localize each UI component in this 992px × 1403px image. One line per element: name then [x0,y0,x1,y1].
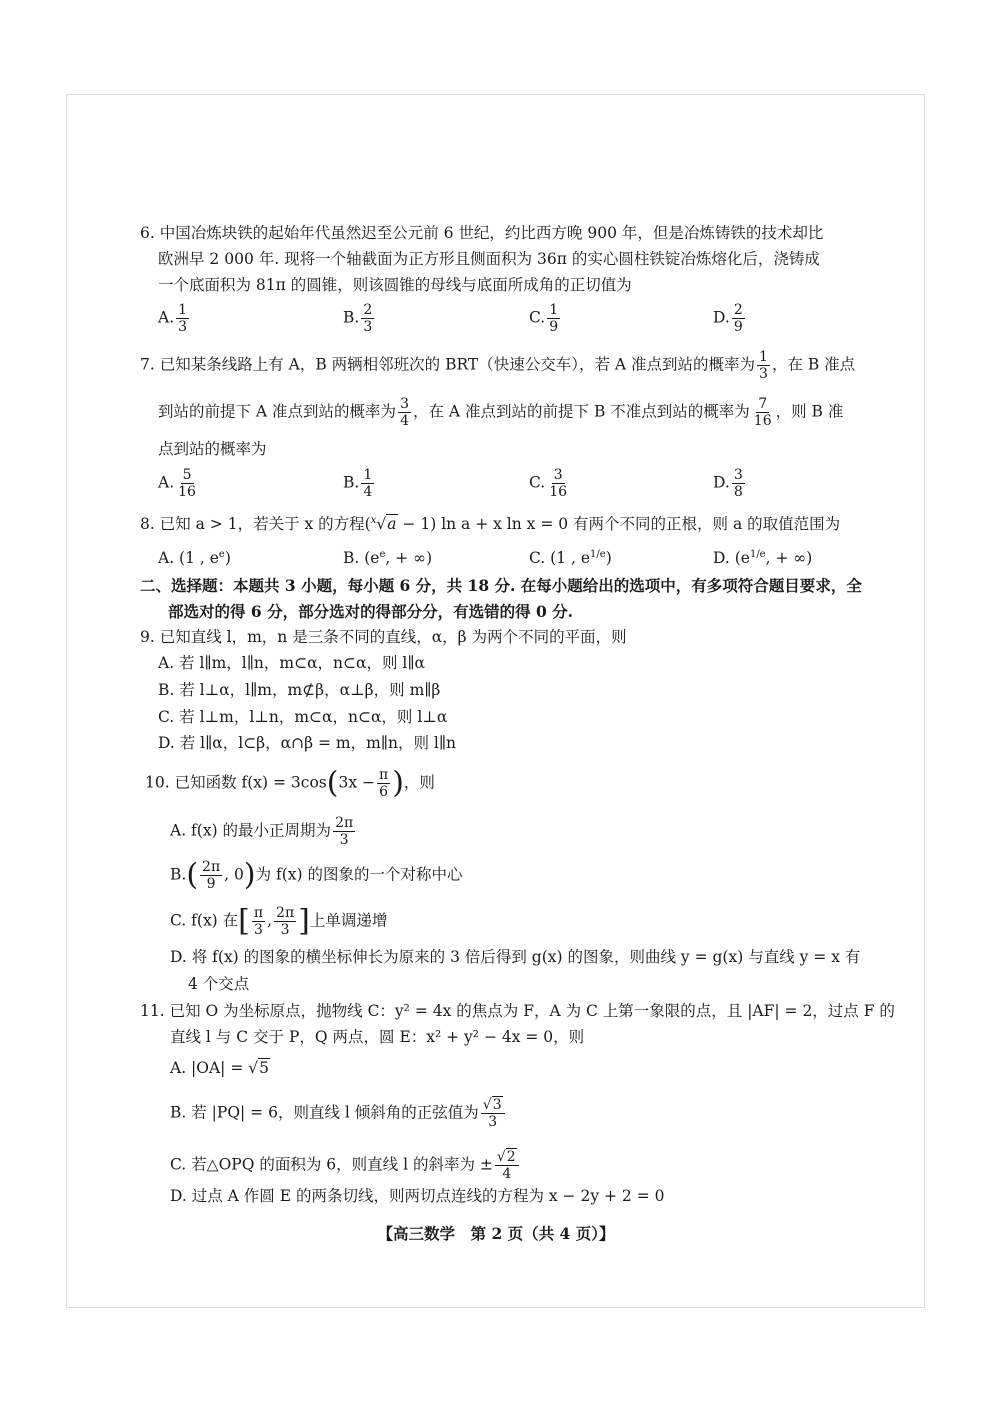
q10-option-d-line-1: D. 将 f(x) 的图象的横坐标伸长为原来的 3 倍后得到 g(x) 的图象，则曲线 y = g(x) 与直线 y = x 有 [170,948,861,966]
q11-option-c: C. 若△OPQ 的面积为 6，则直线 l 的斜率为 ± $\frac{√2}{4}$ [170,1150,521,1181]
q6-line-3: 一个底面积为 81π 的圆锥，则该圆锥的母线与底面所成角的正切值为 [158,276,632,294]
section-2-line-2: 部选对的得 6 分，部分选对的得部分分，有选错的得 0 分. [168,602,574,621]
q10-stem: 10. 已知函数 f(x) = 3cos(3x − $\frac{\pi}{6}$ )，则 [145,765,435,801]
q10-option-c: C. f(x) 在[ $\frac{\pi}{3}$ , $\frac{2\pi}{3}$ ]上单调递增 [170,903,388,939]
q7-line-3: 点到站的概率为 [158,440,267,458]
q6-option-b: B. $\frac{2}{3}$ [343,302,373,335]
q6-option-d: D. $\frac{2}{9}$ [713,302,743,335]
q11-line-1: 11. 已知 O 为坐标原点，抛物线 C：y² = 4x 的焦点为 F，A 为 C 上第一象限的点，且 |AF| = 2，过点 F 的 [140,1002,895,1020]
q11-option-b: B. 若 |PQ| = 6，则直线 l 倾斜角的正弦值为 $\frac{√3}{3}$ [170,1098,507,1129]
q8-option-a: A. (1 , $e^e$) [158,549,231,567]
q6-line-2: 欧洲早 2 000 年. 现将一个轴截面为正方形且侧面积为 36π 的实心圆柱铁锭冶炼熔化后，浇铸成 [158,250,820,268]
q7-line-2: 到站的前提下 A 准点到站的概率为 $\frac{3}{4}$ ，在 A 准点到站的前提下 B 不准点到站的概率为 $\frac{7}{16}$ ，则 B 准 [158,396,844,429]
q7-line-1: 7. 已知某条线路上有 A，B 两辆相邻班次的 BRT（快速公交车），若 A 准点到站的概率为 $\frac{1}{3}$ ，在 B 准点 [140,349,856,382]
q8-option-c: C. (1 , $e^{1/e}$) [529,549,612,567]
q9-option-d: D. 若 l∥α，l⊂β，α∩β = m，m∥n，则 l∥n [158,734,456,752]
q6-line-1: 6. 中国冶炼块铁的起始年代虽然迟至公元前 6 世纪，约比西方晚 900 年，但是冶炼铸铁的技术却比 [140,224,824,242]
q6-option-c: C. $\frac{1}{9}$ [529,302,559,335]
q8-option-d: D. ($e^{1/e}$, + ∞) [713,549,813,567]
q10-option-b: B.( $\frac{2\pi}{9}$ , 0)为 f(x) 的图象的一个对称中心 [170,857,463,893]
q8-option-b: B. ($e^e$, + ∞) [343,549,433,567]
q10-option-d-line-2: 4 个交点 [188,975,250,993]
q11-option-a: A. |OA| = √5 [170,1059,269,1077]
page-footer: 【高三数学 第 2 页（共 4 页）】 [377,1224,615,1243]
q9-option-b: B. 若 l⊥α，l∥m，m⊄β，α⊥β，则 m∥β [158,681,441,699]
q7-option-a: A. $\frac{5}{16}$ [158,467,196,500]
q9-stem: 9. 已知直线 l，m，n 是三条不同的直线，α，β 为两个不同的平面，则 [140,628,627,646]
q9-option-a: A. 若 l∥m，l∥n，m⊂α，n⊂α，则 l∥α [158,654,425,672]
q11-line-2: 直线 l 与 C 交于 P，Q 两点，圆 E：x² + y² − 4x = 0，则 [170,1028,585,1046]
q10-option-a: A. f(x) 的最小正周期为 $\frac{2\pi}{3}$ [170,815,354,848]
q7-option-d: D. $\frac{3}{8}$ [713,467,743,500]
q9-option-c: C. 若 l⊥m，l⊥n，m⊂α，n⊂α，则 l⊥α [158,708,448,726]
q7-option-c: C. $\frac{3}{16}$ [529,467,568,500]
section-2-line-1: 二、选择题：本题共 3 小题，每小题 6 分，共 18 分. 在每小题给出的选项中，有多项符合题目要求，全 [140,576,862,595]
q11-option-d: D. 过点 A 作圆 E 的两条切线，则两切点连线的方程为 x − 2y + 2 = 0 [170,1187,665,1205]
q7-option-b: B. $\frac{1}{4}$ [343,467,373,500]
q8-stem: 8. 已知 a > 1，若关于 x 的方程($^x$√a − 1) ln a + x ln x = 0 有两个不同的正根，则 a 的取值范围为 [140,515,841,533]
q6-option-a: A. $\frac{1}{3}$ [158,302,188,335]
